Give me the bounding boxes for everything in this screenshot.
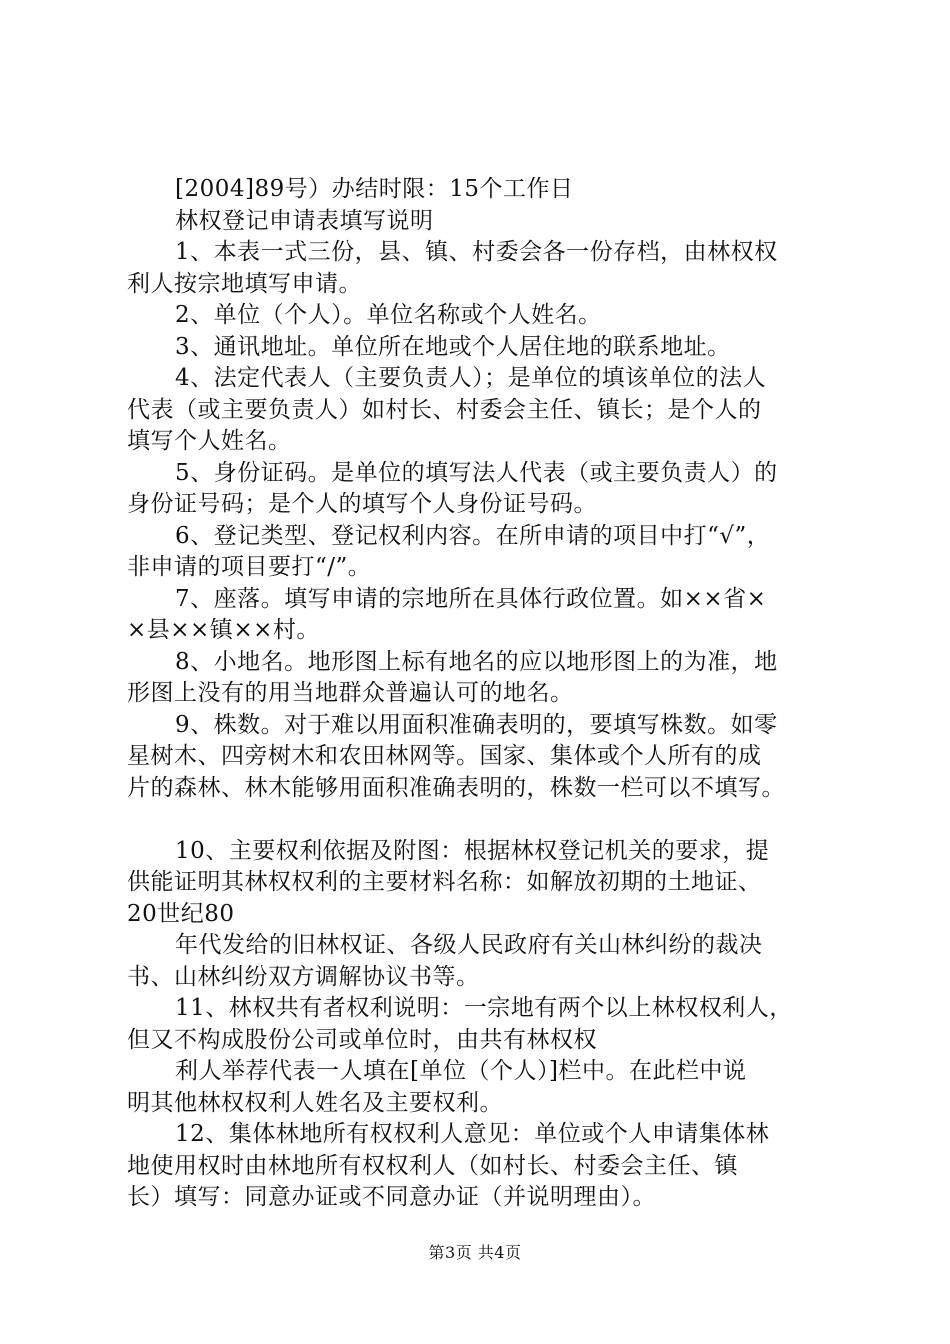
text-line: 9、株数。对于难以用面积准确表明的，要填写株数。如零: [175, 711, 778, 738]
text-line: 4、法定代表人（主要负责人）；是单位的填该单位的法人: [175, 365, 767, 391]
text-line: 星树木、四旁树木和农田林网等。国家、集体或个人所有的成: [127, 743, 762, 769]
text-line: 但又不构成股份公司或单位时，由共有林权权: [127, 1026, 597, 1053]
text-line: 供能证明其林权权利的主要材料名称：如解放初期的土地证、: [127, 869, 762, 895]
text-line: 填写个人姓名。: [127, 428, 292, 454]
text-line: 代表（或主要负责人）如村长、村委会主任、镇长；是个人的: [127, 396, 762, 423]
text-line: 地使用权时由林地所有权权利人（如村长、村委会主任、镇: [127, 1152, 738, 1179]
text-line: 形图上没有的用当地群众普遍认可的地名。: [127, 680, 574, 706]
text-line: 长）填写：同意办证或不同意办证（并说明理由）。: [127, 1184, 656, 1210]
text-line: 书、山林纠纷双方调解协议书等。: [127, 963, 480, 990]
text-line: 利人按宗地填写申请。: [127, 270, 362, 297]
text-line: 10、主要权利依据及附图：根据林权登记机关的要求，提: [175, 837, 770, 864]
text-line: 6、登记类型、登记权利内容。在所申请的项目中打“√”，: [175, 522, 771, 549]
text-line: 非申请的项目要打“/”。: [127, 554, 372, 580]
text-line: 2、单位（个人）。单位名称或个人姓名。: [175, 302, 602, 328]
text-line: 5、身份证码。是单位的填写法人代表（或主要负责人）的: [175, 459, 778, 486]
text-line: 3、通讯地址。单位所在地或个人居住地的联系地址。: [175, 333, 731, 360]
document-body: [127, 174, 847, 1214]
text-line: 12、集体林地所有权权利人意见：单位或个人申请集体林: [175, 1121, 770, 1147]
text-line: 20世纪80: [127, 900, 235, 927]
text-line: 年代发给的旧林权证、各级人民政府有关山林纠纷的裁决: [175, 932, 763, 958]
page-number: 第3页 共4页: [428, 1243, 522, 1262]
text-line: 8、小地名。地形图上标有地名的应以地形图上的为准，地: [175, 648, 778, 675]
paragraph-gap: [127, 804, 847, 836]
text-line: 片的森林、林木能够用面积准确表明的，株数一栏可以不填写。: [127, 774, 785, 801]
text-line: 明其他林权权利人姓名及主要权利。: [127, 1089, 503, 1116]
text-line: 利人举荐代表一人填在[单位（个人）]栏中。在此栏中说: [175, 1058, 747, 1084]
page-footer: [0, 1243, 950, 1263]
text-line: 身份证号码；是个人的填写个人身份证号码。: [127, 491, 597, 517]
text-line: ×县××镇××村。: [127, 617, 320, 643]
text-line: 1、本表一式三份，县、镇、村委会各一份存档，由林权权: [175, 239, 778, 265]
text-line: [2004]89号）办结时限：15个工作日: [175, 176, 574, 202]
text-line: 7、座落。填写申请的宗地所在具体行政位置。如××省×: [175, 585, 767, 612]
text-line: 11、林权共有者权利说明：一宗地有两个以上林权权利人，: [175, 995, 793, 1021]
section-title: 林权登记申请表填写说明: [175, 207, 434, 234]
